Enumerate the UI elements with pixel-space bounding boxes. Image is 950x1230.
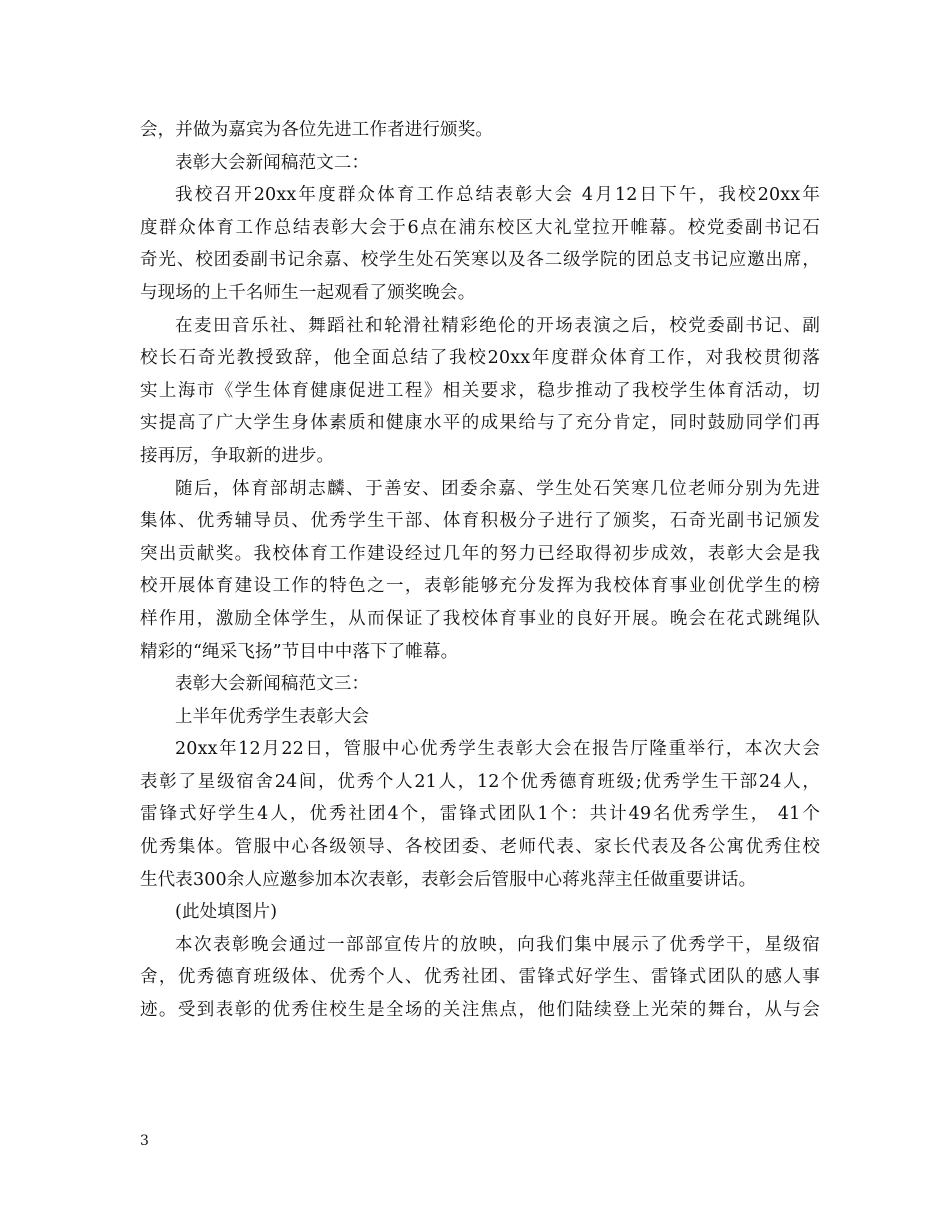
text-line: 奇光、校团委副书记余嘉、校学生处石笑寒以及各二级学院的团总支书记应邀出席， [140,250,820,271]
text-line: 表彰大会新闻稿范文二： [175,152,370,173]
text-line: 迹。受到表彰的优秀住校生是全场的关注焦点，他们陆续登上光荣的舞台，从与会 [140,1000,820,1021]
text-line: (此处填图片) [175,902,278,923]
text-line: 与现场的上千名师生一起观看了颁奖晚会。 [140,282,476,303]
text-line: 样作用，激励全体学生，从而保证了我校体育事业的良好开展。晚会在花式跳绳队 [140,608,820,629]
text-line: 上半年优秀学生表彰大会 [175,706,370,727]
text-line: 校长石奇光教授致辞，他全面总结了我校20xx年度群众体育工作，对我校贯彻落 [140,348,820,369]
text-line: 实提高了广大学生身体素质和健康水平的成果给与了充分肯定，同时鼓励同学们再 [140,413,820,434]
text-line: 接再厉，争取新的进步。 [140,445,335,466]
text-line: 表彰大会新闻稿范文三： [175,674,370,695]
text-line: 在麦田音乐社、舞蹈社和轮滑社精彩绝伦的开场表演之后，校党委副书记、副 [175,315,820,336]
page-number: 3 [140,1133,149,1149]
body-text [140,114,820,1027]
text-line: 20xx年12月22日，管服中心优秀学生表彰大会在报告厅隆重举行，本次大会 [175,739,820,760]
text-line: 校开展体育建设工作的特色之一，表彰能够充分发挥为我校体育事业创优学生的榜 [140,576,820,597]
text-line: 随后，体育部胡志麟、于善安、团委余嘉、学生处石笑寒几位老师分别为先进 [175,478,820,499]
text-line: 本次表彰晚会通过一部部宣传片的放映，向我们集中展示了优秀学干，星级宿 [175,934,820,955]
text-line: 舍，优秀德育班级体、优秀个人、优秀社团、雷锋式好学生、雷锋式团队的感人事 [140,967,820,988]
text-line: 生代表300余人应邀参加本次表彰，表彰会后管服中心蒋兆萍主任做重要讲话。 [140,869,757,890]
text-line: 表彰了星级宿舍24间，优秀个人21人，12个优秀德育班级;优秀学生干部24人， [140,771,820,792]
text-line: 我校召开20xx年度群众体育工作总结表彰大会 4月12日下午，我校20xx年 [175,185,820,206]
text-line: 会，并做为嘉宾为各位先进工作者进行颁奖。 [140,120,493,140]
text-line: 优秀集体。管服中心各级领导、各校团委、老师代表、家长代表及各公寓优秀住校 [140,837,820,858]
text-line: 集体、优秀辅导员、优秀学生干部、体育积极分子进行了颁奖，石奇光副书记颁发 [140,511,820,532]
text-line: 度群众体育工作总结表彰大会于6点在浦东校区大礼堂拉开帷幕。校党委副书记石 [140,217,820,238]
text-line: 实上海市《学生体育健康促进工程》相关要求，稳步推动了我校学生体育活动，切 [140,380,820,401]
text-line: 精彩的“绳采飞扬”节目中中落下了帷幕。 [140,641,459,662]
text-line: 突出贡献奖。我校体育工作建设经过几年的努力已经取得初步成效，表彰大会是我 [140,543,820,564]
text-line: 雷锋式好学生4人，优秀社团4个，雷锋式团队1个：共计49名优秀学生， 41个 [140,804,820,825]
